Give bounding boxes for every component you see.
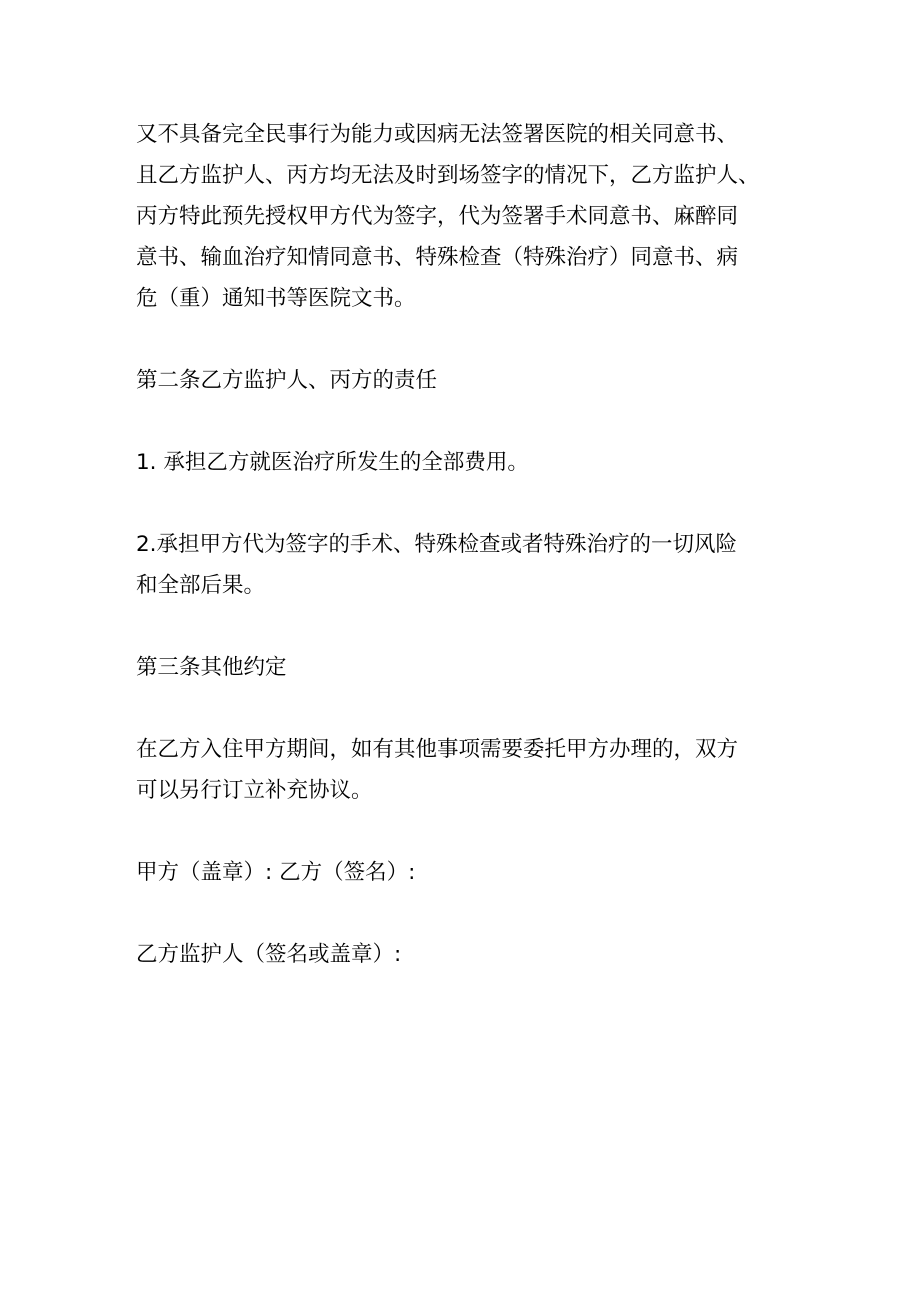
paragraph-spacer — [136, 606, 786, 647]
section-heading-article-2: 第二条乙方监护人、丙方的责任 — [136, 368, 438, 393]
document-body — [136, 114, 786, 975]
clause-3-1: 在乙方入住甲方期间，如有其他事项需要委托甲方办理的，双方 可以另行订立补充协议。 — [136, 737, 739, 803]
clause-2-1: 1. 承担乙方就医治疗所发生的全部费用。 — [136, 450, 529, 475]
paragraph-spacer — [136, 483, 786, 524]
paragraph-spacer — [136, 688, 786, 729]
signature-line-guardian: 乙方监护人（签名或盖章）: — [136, 942, 402, 967]
paragraph-spacer — [136, 401, 786, 442]
section-heading-article-3: 第三条其他约定 — [136, 655, 287, 680]
clause-2-2: 2.承担甲方代为签字的手术、特殊检查或者特殊治疗的一切风险 和全部后果。 — [136, 532, 738, 598]
paragraph-spacer — [136, 811, 786, 852]
paragraph-spacer — [136, 893, 786, 934]
paragraph-authorization: 又不具备完全民事行为能力或因病无法签署医院的相关同意书、 且乙方监护人、丙方均无法及时到场签字的情况下，乙方监护人、 丙方特此预先授权甲方代为签字，代为签署手术同意书、麻醉同 意书、输血治疗知情同意书、特殊检查（特殊治疗）同意书、病 危（重）通知书等医院文书。 — [136, 122, 760, 311]
paragraph-spacer — [136, 319, 786, 360]
signature-line-party-a-b: 甲方（盖章）: 乙方（签名）: — [136, 860, 416, 885]
